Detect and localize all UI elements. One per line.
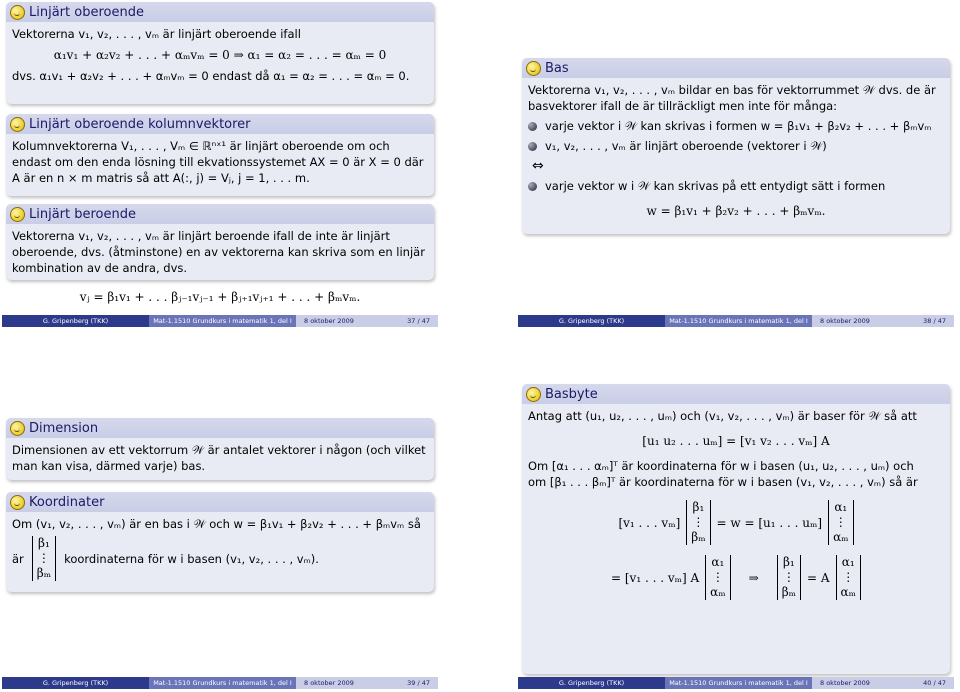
text-line: Om (v₁, v₂, . . . , vₘ) är en bas i 𝒲 och w = β₁v₁ + β₂v₂ + . . . + βₘvₘ så xyxy=(12,517,421,531)
block-linjart-oberoende xyxy=(6,2,434,104)
equivalence-symbol: ⇔ xyxy=(532,158,544,174)
equation: [u₁ u₂ . . . uₘ] = [v₁ v₂ . . . vₘ] A xyxy=(642,434,830,448)
block-title: Basbyte xyxy=(545,386,598,402)
block-title: Dimension xyxy=(29,420,99,436)
footer-date: 8 oktober 2009 xyxy=(304,317,354,325)
footer-author: G. Gripenberg (TKK) xyxy=(518,315,665,327)
bullet-icon xyxy=(528,142,537,151)
footer-author: G. Gripenberg (TKK) xyxy=(518,677,665,689)
block-title: Linjärt beroende xyxy=(29,206,136,222)
alpha-vector: α₁ ⋮ αₘ xyxy=(836,555,861,600)
block-basbyte xyxy=(522,384,950,674)
text-line: om [β₁ . . . βₘ]ᵀ är koordinaterna för w i basen (v₁, v₂, . . . , vₘ) så är xyxy=(528,475,918,489)
equation-row: = [v₁ . . . vₘ] A α₁ ⋮ αₘ ⇒ β₁ ⋮ βₘ = A α₁ ⋮ αₘ xyxy=(528,555,944,600)
bullet-item: v₁, v₂, . . . , vₘ är linjärt oberoende (vektorer i 𝒲) xyxy=(528,138,944,154)
equation-row: [v₁ . . . vₘ] β₁ ⋮ βₘ = w = [u₁ . . . uₘ] α₁ ⋮ αₘ xyxy=(528,500,944,545)
block-text: Kolumnvektorerna V₁, . . . , Vₘ ∈ ℝⁿˣ¹ är linjärt oberoende om och endast om den enda lösning till ekvationssystemet AX = 0 är X = 0 där A är en n × m matris så att A(:, j) = Vⱼ, j = 1, . . . m. xyxy=(12,139,424,185)
alpha-vector: α₁ ⋮ αₘ xyxy=(705,555,730,600)
smiley-icon xyxy=(10,495,25,510)
smiley-icon xyxy=(10,117,25,132)
text: koordinaterna för w i basen (v₁, v₂, . . . , vₘ). xyxy=(64,551,319,566)
slide-37 xyxy=(2,2,438,327)
footer-course: Mat-1.1510 Grundkurs i matematik 1, del I xyxy=(665,677,812,689)
slide-39 xyxy=(2,364,438,689)
footer-author: G. Gripenberg (TKK) xyxy=(2,677,149,689)
footer-page: 39 / 47 xyxy=(407,679,430,687)
footer-date: 8 oktober 2009 xyxy=(304,679,354,687)
footer-course: Mat-1.1510 Grundkurs i matematik 1, del I xyxy=(665,315,812,327)
footer-page: 37 / 47 xyxy=(407,317,430,325)
smiley-icon xyxy=(526,61,541,76)
block-text: Vektorerna v₁, v₂, . . . , vₘ bildar en bas för vektorrummet 𝒲 dvs. de är basvektorer ifall de är tillräckligt men inte för många: xyxy=(528,83,936,113)
beta-vector: β₁ ⋮ βₘ xyxy=(686,500,710,545)
footer-course: Mat-1.1510 Grundkurs i matematik 1, del I xyxy=(149,315,296,327)
block-title: Bas xyxy=(545,60,569,76)
equation: α₁v₁ + α₂v₂ + . . . + αₘvₘ = 0 ⇒ α₁ = α₂ = . . . = αₘ = 0 xyxy=(53,48,387,62)
footer-page: 38 / 47 xyxy=(923,317,946,325)
smiley-icon xyxy=(10,421,25,436)
smiley-icon xyxy=(526,387,541,402)
smiley-icon xyxy=(10,207,25,222)
block-bas xyxy=(522,58,950,234)
block-linjart-beroende xyxy=(6,204,434,280)
text-line: dvs. α₁v₁ + α₂v₂ + . . . + αₘvₘ = 0 endast då α₁ = α₂ = . . . = αₘ = 0. xyxy=(12,69,410,83)
footer-author: G. Gripenberg (TKK) xyxy=(2,315,149,327)
block-dimension xyxy=(6,418,434,480)
text-line: Vektorerna v₁, v₂, . . . , vₘ är linjärt oberoende ifall xyxy=(12,27,301,41)
footer-page: 40 / 47 xyxy=(923,679,946,687)
text-line: Om [α₁ . . . αₘ]ᵀ är koordinaterna för w i basen (u₁, u₂, . . . , uₘ) och xyxy=(528,459,914,473)
beta-vector: β₁ ⋮ βₘ xyxy=(777,555,801,600)
coordinate-vector: β₁ ⋮ βₘ xyxy=(32,536,56,581)
footer xyxy=(2,315,438,327)
bullet-icon xyxy=(528,122,537,131)
block-title: Linjärt oberoende kolumnvektorer xyxy=(29,116,251,132)
alpha-vector: α₁ ⋮ αₘ xyxy=(828,500,853,545)
block-text: Dimensionen av ett vektorrum 𝒲 är antalet vektorer i någon (och vilket man kan visa, därmed varje) bas. xyxy=(12,443,426,473)
footer-date: 8 oktober 2009 xyxy=(820,317,870,325)
implies-symbol: ⇒ xyxy=(748,570,759,585)
text: är xyxy=(12,551,24,566)
slide-40 xyxy=(518,364,954,689)
slide-38 xyxy=(518,2,954,327)
footer xyxy=(518,677,954,689)
footer-course: Mat-1.1510 Grundkurs i matematik 1, del I xyxy=(149,677,296,689)
block-koordinater xyxy=(6,492,434,592)
footer xyxy=(518,315,954,327)
footer-date: 8 oktober 2009 xyxy=(820,679,870,687)
block-title: Koordinater xyxy=(29,494,105,510)
block-title: Linjärt oberoende xyxy=(29,4,144,20)
smiley-icon xyxy=(10,5,25,20)
text-line: Antag att (u₁, u₂, . . . , uₘ) och (v₁, v₂, . . . , vₘ) är baser för 𝒲 så att xyxy=(528,409,917,423)
bullet-item: varje vektor w i 𝒲 kan skrivas på ett entydigt sätt i formen xyxy=(528,178,944,194)
block-text: Vektorerna v₁, v₂, . . . , vₘ är linjärt beroende ifall de inte är linjärt oberoende, dvs. (åtminstone) en av vektorerna kan skriva som en linjär kombination av de andra, dvs. xyxy=(12,229,425,275)
equation: vⱼ = β₁v₁ + . . . βⱼ₋₁vⱼ₋₁ + βⱼ₊₁vⱼ₊₁ + . . . + βₘvₘ. xyxy=(79,290,361,304)
bullet-item: varje vektor i 𝒲 kan skrivas i formen w = β₁v₁ + β₂v₂ + . . . + βₘvₘ xyxy=(528,118,944,134)
block-kolumnvektorer xyxy=(6,114,434,196)
equation: w = β₁v₁ + β₂v₂ + . . . + βₘvₘ. xyxy=(646,204,826,218)
bullet-icon xyxy=(528,182,537,191)
footer xyxy=(2,677,438,689)
